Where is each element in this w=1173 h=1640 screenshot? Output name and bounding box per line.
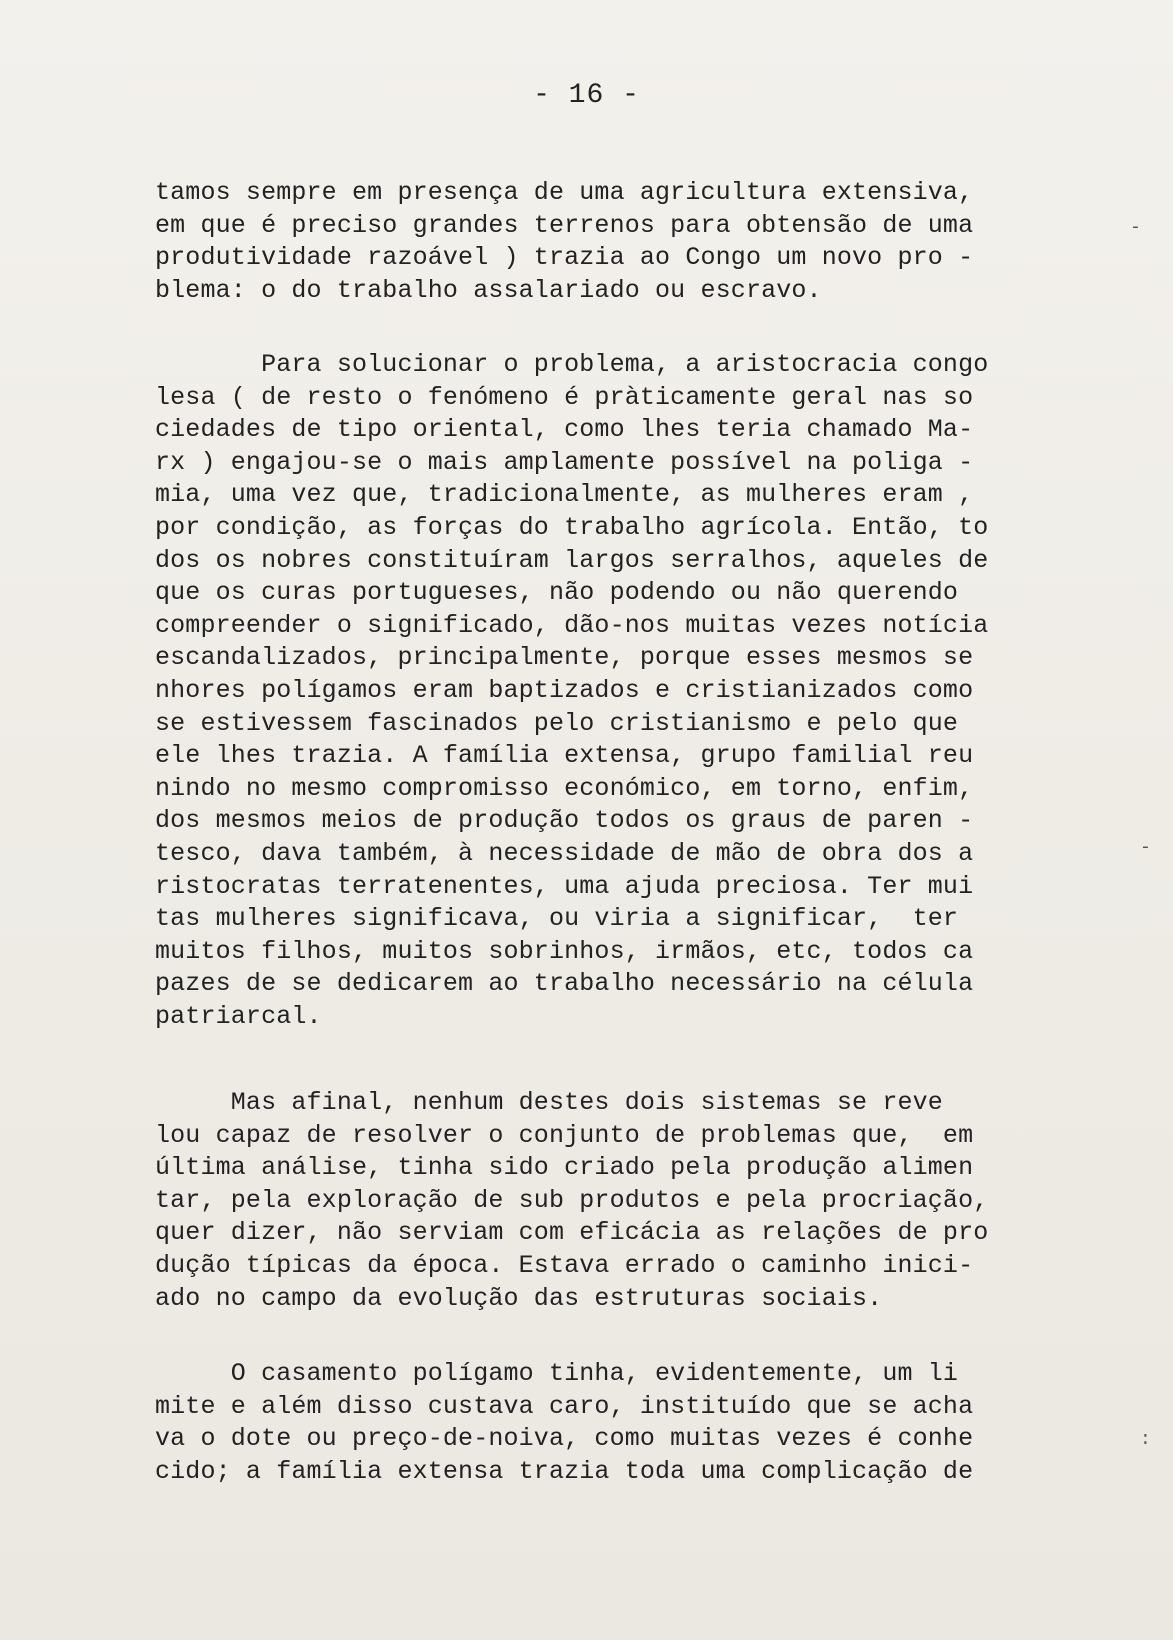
text-line: rx ) engajou-se o mais amplamente possível na poliga - bbox=[155, 447, 974, 477]
text-line: dução típicas da época. Estava errado o caminho inici- bbox=[155, 1250, 974, 1280]
text-line: ado no campo da evolução das estruturas sociais. bbox=[155, 1283, 883, 1313]
text-line: compreender o significado, dão-nos muitas vezes notícia bbox=[155, 610, 989, 640]
text-line: em que é preciso grandes terrenos para obtensão de uma bbox=[155, 210, 974, 240]
text-line: tesco, dava também, à necessidade de mão de obra dos a bbox=[155, 838, 974, 868]
text-line: Mas afinal, nenhum destes dois sistemas se reve bbox=[155, 1088, 943, 1117]
text-line: se estivessem fascinados pelo cristianismo e pelo que bbox=[155, 708, 959, 738]
text-line: dos os nobres constituíram largos serralhos, aqueles de bbox=[155, 545, 989, 575]
text-line: lou capaz de resolver o conjunto de problemas que, em bbox=[155, 1120, 974, 1150]
text-line: nindo no mesmo compromisso económico, em torno, enfim, bbox=[155, 773, 974, 803]
text-line: lesa ( de resto o fenómeno é pràticamente geral nas so bbox=[155, 382, 974, 412]
text-line: produtividade razoável ) trazia ao Congo um novo pro - bbox=[155, 243, 974, 273]
text-line: última análise, tinha sido criado pela produção alimen bbox=[155, 1153, 974, 1183]
text-line: tas mulheres significava, ou viria a significar, ter bbox=[155, 904, 959, 934]
text-line: muitos filhos, muitos sobrinhos, irmãos, etc, todos ca bbox=[155, 936, 974, 966]
margin-mark: : bbox=[1140, 1430, 1151, 1450]
text-line: va o dote ou preço-de-noiva, como muitas vezes é conhe bbox=[155, 1424, 974, 1454]
text-line: pazes de se dedicarem ao trabalho necessário na célula bbox=[155, 969, 974, 999]
text-line: O casamento polígamo tinha, evidentemente, um li bbox=[155, 1359, 959, 1388]
text-line: cido; a família extensa trazia toda uma complicação de bbox=[155, 1456, 974, 1486]
paragraph-4 bbox=[155, 1358, 1060, 1488]
text-line: tamos sempre em presença de uma agricultura extensiva, bbox=[155, 178, 974, 207]
margin-mark: - bbox=[1130, 218, 1141, 238]
text-line: dos mesmos meios de produção todos os graus de paren - bbox=[155, 806, 974, 836]
text-line: ciedades de tipo oriental, como lhes teria chamado Ma- bbox=[155, 415, 974, 445]
text-line: por condição, as forças do trabalho agrícola. Então, to bbox=[155, 512, 989, 542]
text-line: ele lhes trazia. A família extensa, grupo familial reu bbox=[155, 741, 974, 771]
paragraph-2 bbox=[155, 349, 1060, 1033]
text-line: nhores polígamos eram baptizados e cristianizados como bbox=[155, 675, 974, 705]
text-line: que os curas portugueses, não podendo ou não querendo bbox=[155, 578, 959, 608]
text-line: escandalizados, principalmente, porque esses mesmos se bbox=[155, 643, 974, 673]
text-line: ristocratas terratenentes, uma ajuda preciosa. Ter mui bbox=[155, 871, 974, 901]
text-line: mite e além disso custava caro, instituído que se acha bbox=[155, 1391, 974, 1421]
text-line: quer dizer, não serviam com eficácia as relações de pro bbox=[155, 1218, 989, 1248]
page-number: - 16 - bbox=[533, 80, 640, 111]
text-line: tar, pela exploração de sub produtos e pela procriação, bbox=[155, 1185, 989, 1215]
paragraph-3 bbox=[155, 1087, 1060, 1315]
text-line: patriarcal. bbox=[155, 1001, 322, 1031]
margin-mark: - bbox=[1140, 838, 1151, 858]
text-line: blema: o do trabalho assalariado ou escravo. bbox=[155, 275, 822, 305]
text-line: mia, uma vez que, tradicionalmente, as mulheres eram , bbox=[155, 480, 974, 510]
paragraph-1 bbox=[155, 177, 1060, 307]
text-line: Para solucionar o problema, a aristocracia congo bbox=[155, 350, 989, 379]
